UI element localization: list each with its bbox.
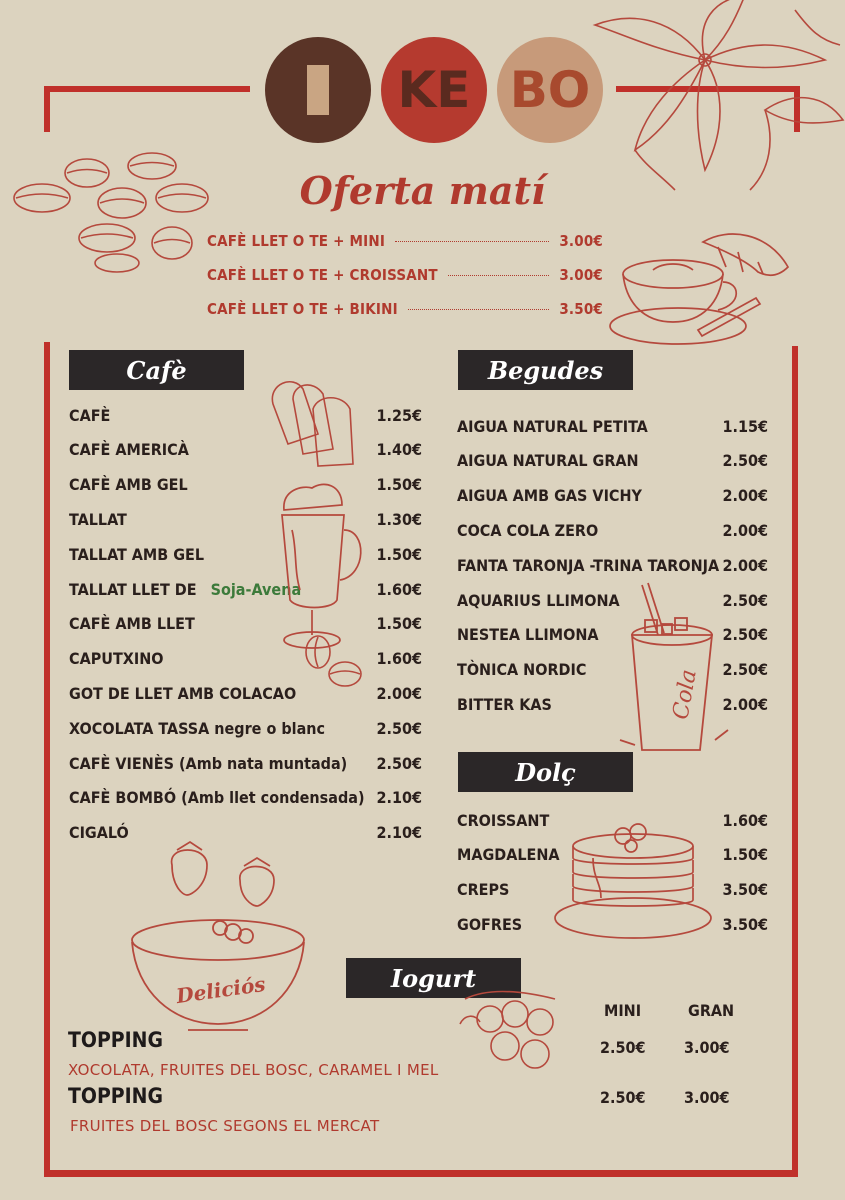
item-price: 1.60€ (376, 649, 422, 669)
item-name-wrap (69, 649, 164, 668)
item-name: CREPS (457, 880, 510, 900)
item-name: CAFÈ AMB LLET (69, 614, 195, 634)
item-price: 1.25€ (376, 405, 422, 425)
item-name-wrap (69, 719, 325, 738)
item-price: 2.00€ (722, 694, 768, 714)
coffee-cup-icon (608, 222, 798, 352)
item-name: NESTEA LLIMONA (457, 625, 599, 645)
fruit-branch-icon (455, 984, 570, 1079)
item-name-wrap (457, 695, 552, 714)
item-price: 1.50€ (376, 544, 422, 564)
item-name-wrap (457, 417, 648, 436)
logo-circle (497, 37, 603, 143)
item-name-wrap (69, 580, 301, 599)
section-title: Dolç (515, 757, 576, 787)
section-header-cafe (69, 350, 244, 390)
item-name-wrap (69, 510, 127, 529)
item-name: CROISSANT (457, 810, 550, 830)
item-name: BITTER KAS (457, 694, 552, 714)
item-name: CAFÈ LLET O TE + MINI (207, 232, 386, 250)
item-price: 2.00€ (376, 683, 422, 703)
item-name-wrap (69, 614, 195, 633)
item-price: 1.60€ (376, 579, 422, 599)
dot-leader (448, 275, 550, 276)
section-header-begudes (458, 350, 633, 390)
item-name: CAFÈ VIENÈS (Amb nata muntada) (69, 753, 348, 773)
logo-bar (307, 65, 329, 115)
logo-circle (381, 37, 487, 143)
item-name: CAFÈ (69, 405, 111, 425)
menu-item (457, 449, 768, 473)
cola-cup-label: Cola (668, 667, 702, 722)
section-title: Begudes (487, 355, 604, 385)
dot-leader (408, 309, 550, 310)
item-name-wrap (69, 440, 189, 459)
strawberry-icon (162, 840, 282, 910)
topping-description: XOCOLATA, FRUITES DEL BOSC, CARAMEL I MEL (68, 1061, 439, 1079)
item-price: 2.50€ (376, 718, 422, 738)
item-name: XOCOLATA TASSA negre o blanc (69, 718, 326, 738)
logo-text: BO (509, 61, 591, 119)
bowl-label: Deliciós (174, 971, 267, 1009)
item-name: CAFÈ LLET O TE + BIKINI (207, 300, 398, 318)
item-price: 2.50€ (722, 660, 768, 680)
item-name-wrap (69, 823, 129, 842)
item-price: 1.15€ (722, 416, 768, 436)
menu-item (69, 403, 422, 427)
item-name-wrap (457, 915, 522, 934)
item-name: MAGDALENA (457, 845, 560, 865)
item-name-wrap (457, 486, 642, 505)
item-price: 1.50€ (722, 845, 768, 865)
menu-item (457, 518, 768, 542)
item-price: 1.50€ (376, 475, 422, 495)
item-name: CAPUTXINO (69, 649, 164, 669)
column-header-gran: GRAN (688, 1001, 735, 1020)
item-extra: Soja-Avena (210, 579, 302, 599)
pancakes-icon (553, 818, 713, 943)
item-price: 3.50€ (559, 300, 603, 318)
column-header-mini: MINI (604, 1001, 642, 1020)
latte-glass-icon (272, 480, 367, 655)
logo-circle (265, 37, 371, 143)
item-price: 2.50€ (722, 451, 768, 471)
item-name: FANTA TARONJA -TRINA TARONJA (457, 555, 720, 575)
item-price: 2.50€ (722, 590, 768, 610)
oferta-title: Oferta matí (299, 168, 546, 213)
logo-text: KE (397, 61, 471, 119)
topping-label: TOPPING (68, 1084, 163, 1108)
item-name: AQUARIUS LLIMONA (457, 590, 620, 610)
menu-item (457, 553, 768, 577)
item-name: TALLAT LLET DE (69, 579, 197, 599)
item-name: CAFÈ BOMBÓ (Amb llet condensada) (69, 788, 365, 808)
item-name: CAFÈ AMERICÀ (69, 440, 189, 460)
item-name-wrap (69, 406, 110, 425)
item-name: TALLAT (69, 509, 127, 529)
item-price: 3.00€ (559, 232, 603, 250)
menu-item (69, 542, 422, 566)
menu-item (69, 577, 422, 601)
frame-line (792, 346, 798, 1176)
item-name-wrap (69, 754, 347, 773)
item-price: 2.10€ (376, 823, 422, 843)
item-name: CIGALÓ (69, 823, 129, 843)
item-name-wrap (457, 591, 620, 610)
cola-cup-icon (620, 580, 730, 760)
item-name: AIGUA AMB GAS VICHY (457, 486, 642, 506)
section-title: Iogurt (390, 963, 477, 993)
oferta-item (207, 266, 603, 288)
item-price: 3.50€ (722, 914, 768, 934)
price-mini: 2.50€ (600, 1088, 646, 1107)
item-name-wrap (457, 625, 599, 644)
item-name-wrap (457, 451, 639, 470)
oferta-item (207, 232, 603, 254)
item-name-wrap (457, 556, 719, 575)
topping-label: TOPPING (68, 1028, 163, 1052)
menu-item (457, 414, 768, 438)
item-name-wrap (457, 660, 586, 679)
item-name-wrap (69, 684, 296, 703)
item-price: 1.30€ (376, 509, 422, 529)
item-name-wrap (457, 521, 598, 540)
menu-item (69, 473, 422, 497)
price-mini: 2.50€ (600, 1038, 646, 1057)
item-price: 2.10€ (376, 788, 422, 808)
item-name: TÒNICA NORDIC (457, 660, 587, 680)
item-price: 2.00€ (722, 520, 768, 540)
price-gran: 3.00€ (684, 1038, 730, 1057)
menu-item (69, 786, 422, 810)
item-name: COCA COLA ZERO (457, 520, 599, 540)
item-name: GOT DE LLET AMB COLACAO (69, 683, 297, 703)
item-name: AIGUA NATURAL PETITA (457, 416, 648, 436)
item-price: 3.00€ (559, 266, 603, 284)
item-name-wrap (457, 880, 509, 899)
item-price: 1.60€ (722, 810, 768, 830)
item-price: 1.40€ (376, 440, 422, 460)
item-name: AIGUA NATURAL GRAN (457, 451, 639, 471)
price-gran: 3.00€ (684, 1088, 730, 1107)
menu-item (69, 438, 422, 462)
section-title: Cafè (126, 355, 187, 385)
menu-item (69, 716, 422, 740)
menu-item (457, 484, 768, 508)
menu-item (69, 751, 422, 775)
frame-line (44, 342, 50, 1177)
item-price: 2.00€ (722, 486, 768, 506)
topping-description: FRUITES DEL BOSC SEGONS EL MERCAT (70, 1117, 380, 1135)
frame-line (44, 86, 250, 92)
item-price: 2.50€ (722, 625, 768, 645)
coffee-beans-icon (300, 632, 370, 692)
item-name-wrap (457, 845, 560, 864)
item-price: 2.50€ (376, 753, 422, 773)
frame-line (44, 86, 50, 132)
item-price: 3.50€ (722, 880, 768, 900)
bread-icon (268, 374, 358, 469)
item-name: TALLAT AMB GEL (69, 544, 205, 564)
item-name-wrap (69, 788, 365, 807)
item-name: CAFÈ AMB GEL (69, 475, 188, 495)
bowl-icon (128, 912, 308, 1037)
oferta-item (207, 300, 603, 322)
item-name: GOFRES (457, 914, 523, 934)
item-price: 1.50€ (376, 614, 422, 634)
frame-line (44, 1170, 798, 1177)
item-name-wrap (69, 475, 188, 494)
item-name: CAFÈ LLET O TE + CROISSANT (207, 266, 438, 284)
item-name-wrap (457, 811, 549, 830)
item-name-wrap (69, 545, 204, 564)
item-price: 2.00€ (722, 555, 768, 575)
section-header-dolc (458, 752, 633, 792)
menu-item (69, 507, 422, 531)
dot-leader (395, 241, 549, 242)
